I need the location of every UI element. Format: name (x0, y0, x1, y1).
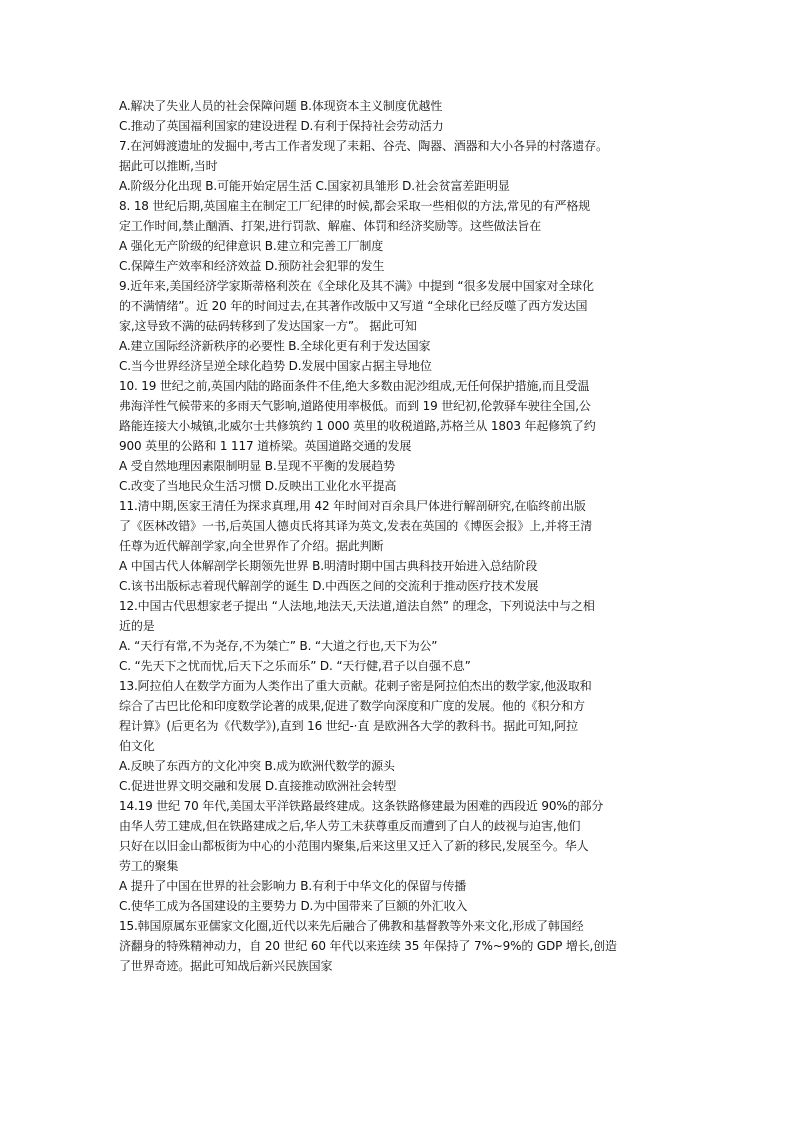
text-line: 9.近年来,美国经济学家斯蒂格利茨在《全球化及其不满》中提到 “很多发展中国家对全球化 (119, 279, 594, 293)
text-line: A 受自然地理因素限制明显 B.呈现不平衡的发展趋势 (119, 459, 395, 473)
text-line: C. “先天下之忧而忧,后天下之乐而乐” D. “天行健,君子以自强不息” (119, 659, 471, 673)
text-line: A 中国古代人体解剖学长期领先世界 B.明清时期中国古典科技开始进入总结阶段 (119, 559, 538, 573)
text-line: C.当今世界经济呈逆全球化趋势 D.发展中国家占据主导地位 (119, 359, 432, 373)
document-page (119, 96, 679, 976)
text-line: 由华人劳工建成,但在铁路建成之后,华人劳工未获尊重反而遭到了白人的歧视与迫害,他们 (119, 819, 581, 833)
text-line: A 强化无产阶级的纪律意识 B.建立和完善工厂制度 (119, 239, 384, 253)
text-line: 任尊为近代解剖学家,向全世界作了介绍。据此判断 (119, 539, 384, 553)
text-line: A.阶级分化出现 B.可能开始定居生活 C.国家初具雏形 D.社会贫富差距明显 (119, 179, 510, 193)
text-line: 济翻身的特殊精神动力，自 20 世纪 60 年代以来连续 35 年保持了 7%~9%的 GDP 增长,创造 (119, 939, 617, 953)
text-line: 伯文化 (119, 739, 155, 753)
text-line: 900 英里的公路和 1 117 道桥梁。英国道路交通的发展 (119, 439, 412, 453)
text-line: 家,这导致不满的砝码转移到了发达国家一方”。 据此可知 (119, 319, 417, 333)
text-line: 劳工的聚集 (119, 859, 179, 873)
text-line: A.建立国际经济新秩序的必要性 B.全球化更有利于发达国家 (119, 339, 431, 353)
text-line: 弗海洋性气候带来的多雨天气影响,道路使用率极低。而到 19 世纪初,伦敦驿车驶往全国,公 (119, 399, 591, 413)
text-line: C.该书出版标志着现代解剖学的诞生 D.中西医之间的交流利于推动医疗技术发展 (119, 579, 539, 593)
text-line: 路能连接大小城镇,北威尔士共修筑约 1 000 英里的收税道路,苏格兰从 1803 年起修筑了约 (119, 419, 596, 433)
text-line: 的不满情绪”。近 20 年的时间过去,在其著作改版中又写道 “全球化已经反噬了西方发达国 (119, 299, 588, 313)
text-line: 12.中国古代思想家老子提出 “人法地,地法天,天法道,道法自然” 的理念，下列说法中与之相 (119, 599, 595, 613)
text-line: C.改变了当地民众生活习惯 D.反映出工业化水平提高 (119, 479, 397, 493)
text-line: 了世界奇迹。据此可知战后新兴民族国家 (119, 959, 333, 973)
text-line: 了《医林改错》一书,后英国人德贞氏将其译为英文,发表在英国的《博医会报》上,并将王清 (119, 519, 593, 533)
text-line: C.保障生产效率和经济效益 D.预防社会犯罪的发生 (119, 259, 385, 273)
text-line: A 提升了中国在世界的社会影响力 B.有利于中华文化的保留与传播 (119, 879, 467, 893)
text-line: C.促进世界文明交融和发展 D.直接推动欧洲社会转型 (119, 779, 397, 793)
text-line: 11.清中期,医家王清任为探求真理,用 42 年时间对百余具尸体进行解剖研究,在临终前出版 (119, 499, 586, 513)
text-line: 13.阿拉伯人在数学方面为人类作出了重大贡献。花剌子密是阿拉伯杰出的数学家,他汲取和 (119, 679, 592, 693)
text-line: 14.19 世纪 70 年代,美国太平洋铁路最终建成。这条铁路修建最为困难的西段近 90%的部分 (119, 799, 604, 813)
text-line: 定工作时间,禁止酗酒、打架,进行罚款、解雇、体罚和经济奖励等。这些做法旨在 (119, 219, 542, 233)
text-line: 7.在河姆渡遗址的发掘中,考古工作者发现了耒耜、谷壳、陶器、酒器和大小各异的村落遗存。 (119, 139, 608, 153)
text-line: 据此可以推断,当时 (119, 159, 218, 173)
text-line: C.使华工成为各国建设的主要势力 D.为中国带来了巨额的外汇收入 (119, 899, 468, 913)
text-line: A.解决了失业人员的社会保障问题 B.体现资本主义制度优越性 (119, 99, 443, 113)
text-line: A. “天行有常,不为尧存,不为桀亡” B. “大道之行也,天下为公” (119, 639, 438, 653)
text-line: 只好在以旧金山都板街为中心的小范围内聚集,后来这里又迁入了新的移民,发展至今。华人 (119, 839, 589, 853)
text-line: 近的是 (119, 619, 155, 633)
text-line: 程计算》(后更名为《代数学》),直到 16 世纪-·直 是欧洲各大学的教科书。据此可知,阿拉 (119, 719, 578, 733)
text-line: A.反映了东西方的文化冲突 B.成为欧洲代数学的源头 (119, 759, 395, 773)
text-line: 10. 19 世纪之前,英国内陆的路面条件不佳,绝大多数由泥沙组成,无任何保护措施,而且受温 (119, 379, 590, 393)
text-line: 15.韩国原属东亚儒家文化圈,近代以来先后融合了佛教和基督教等外来文化,形成了韩国经 (119, 919, 584, 933)
text-line: 8. 18 世纪后期,英国雇主在制定工厂纪律的时候,都会采取一些相似的方法,常见的有严格规 (119, 199, 591, 213)
text-line: 综合了古巴比伦和印度数学论著的成果,促进了数学向深度和广度的发展。他的《积分和方 (119, 699, 585, 713)
text-line: C.推动了英国福利国家的建设进程 D.有利于保持社会劳动活力 (119, 119, 444, 133)
